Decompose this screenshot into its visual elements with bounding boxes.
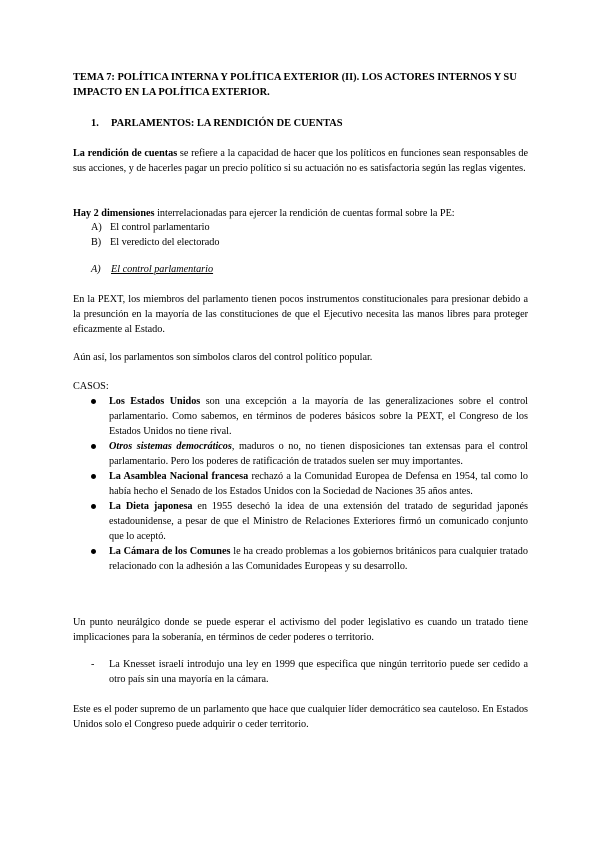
- list-item: [91, 469, 528, 499]
- dimensions-bold-term: Hay 2 dimensiones: [73, 208, 155, 219]
- intro-paragraph: [73, 146, 528, 176]
- list-item-text: El veredicto del electorado: [110, 237, 220, 248]
- aun-paragraph: Aún así, los parlamentos son símbolos claros del control político popular.: [73, 352, 373, 363]
- section-number: 1.: [91, 118, 99, 129]
- dimensions-list: [91, 220, 219, 250]
- section-heading: [91, 116, 343, 131]
- list-item: [91, 235, 219, 250]
- list-item: [91, 439, 528, 469]
- subsection-marker: A): [91, 264, 101, 275]
- case-bold-term: Los Estados Unidos: [109, 396, 201, 407]
- case-bold-term: La Asamblea Nacional francesa: [109, 471, 249, 482]
- bullet-icon: [91, 474, 96, 479]
- pext-paragraph: En la PEXT, los miembros del parlamento tienen pocos instrumentos constitucionales para presionar debido a la presunción en la mayoría de las constituciones de que el Ejecutivo necesita las manos libres para proteger eficazmente al Estado.: [73, 294, 528, 335]
- dash-list-item: [91, 657, 528, 687]
- punto-paragraph: Un punto neurálgico donde se puede esperar el activismo del poder legislativo es cuando un tratado tiene implicaciones para la soberanía, en términos de ceder poderes o territorio.: [73, 617, 528, 643]
- casos-label: CASOS:: [73, 381, 109, 392]
- bullet-icon: [91, 399, 96, 404]
- case-text: en 1955 desechó la idea de una extensión del tratado de seguridad japonés estadounidense, a pesar de que el Ministro de Relaciones Exteriores firmó un comunicado conjunto que lo aceptó.: [109, 501, 529, 542]
- casos-list: [91, 394, 528, 574]
- list-item-text: El control parlamentario: [110, 222, 210, 233]
- subsection-title: El control parlamentario: [111, 264, 214, 275]
- list-marker: B): [91, 237, 102, 248]
- document-title: TEMA 7: POLÍTICA INTERNA Y POLÍTICA EXTERIOR (II). LOS ACTORES INTERNOS Y SU IMPACTO EN LA POLÍTICA EXTERIOR.: [73, 72, 517, 98]
- list-marker: A): [91, 222, 102, 233]
- bullet-icon: [91, 504, 96, 509]
- dash-marker: -: [91, 659, 95, 670]
- bullet-icon: [91, 549, 96, 554]
- case-bold-term: Otros sistemas democráticos: [109, 441, 232, 452]
- subsection-heading: [91, 262, 213, 277]
- case-text: son una excepción a la mayoría de las generalizaciones sobre el control parlamentario. Como sabemos, en términos de poderes básicos sobre la PEXT, el Congreso de los Estados Unidos no tiene rival.: [109, 396, 528, 437]
- intro-bold-term: La rendición de cuentas: [73, 148, 178, 159]
- list-item: [91, 220, 219, 235]
- dash-item-text: La Knesset israelí introdujo una ley en 1999 que especifica que ningún territorio puede ser cedido a otro país sin una mayoría en la cámara.: [109, 659, 528, 685]
- intro-text: se refiere a la capacidad de hacer que los políticos en funciones sean responsables de sus acciones, y de hacerles pagar un precio político si su actuación no es satisfactoria según las reglas vigentes.: [73, 148, 528, 174]
- list-item: [91, 499, 528, 544]
- final-paragraph: Este es el poder supremo de un parlamento que hace que cualquier líder democrático sea cauteloso. En Estados Unidos solo el Congreso puede adquirir o ceder territorio.: [73, 704, 528, 730]
- bullet-icon: [91, 444, 96, 449]
- dimensions-text: interrelacionadas para ejercer la rendición de cuentas formal sobre la PE:: [154, 208, 455, 219]
- case-bold-term: La Cámara de los Comunes: [109, 546, 231, 557]
- case-text: rechazó a la Comunidad Europea de Defensa en 1954, tal como lo había hecho el Senado de los Estados Unidos con la Sociedad de Naciones 35 años antes.: [109, 471, 528, 497]
- dimensions-paragraph: [73, 206, 528, 221]
- case-text: le ha creado problemas a los gobiernos británicos para cualquier tratado relacionado con la adhesión a las Comunidades Europeas y su desarrollo.: [109, 546, 528, 572]
- case-text: , maduros o no, no tienen disposiciones tan extensas para el control parlamentario. Pero los poderes de ratificación de tratados suelen ser muy importantes.: [109, 441, 528, 467]
- section-title: PARLAMENTOS: LA RENDICIÓN DE CUENTAS: [111, 118, 343, 129]
- list-item: [91, 394, 528, 439]
- list-item: [91, 544, 528, 574]
- case-bold-term: La Dieta japonesa: [109, 501, 193, 512]
